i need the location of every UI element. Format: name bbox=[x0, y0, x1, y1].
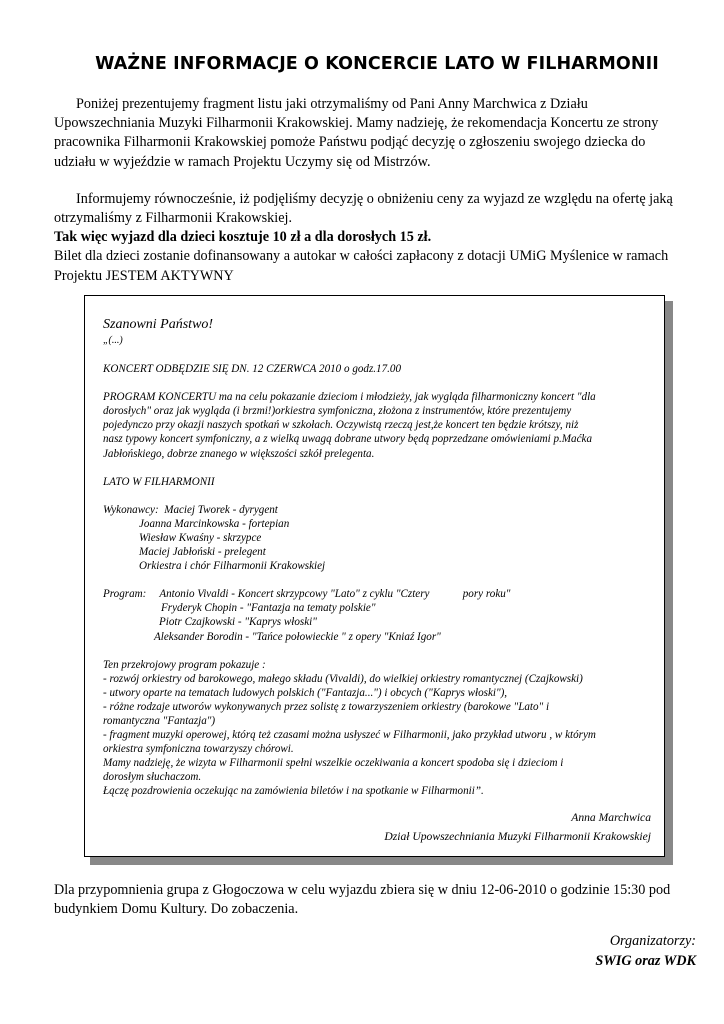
intro-paragraph-line: udziału w wyjeździe w ramach Projektu Uczymy się od Mistrzów. bbox=[54, 153, 431, 170]
program-label: Program: bbox=[103, 588, 147, 601]
reminder-line: budynkiem Domu Kultury. Do zobaczenia. bbox=[54, 901, 299, 918]
summary-line: Ten przekrojowy program pokazuje : bbox=[103, 658, 266, 671]
letter-greeting: Szanowni Państwo! bbox=[103, 317, 214, 332]
performer-item: Orkiestra i chór Filharmonii Krakowskiej bbox=[139, 560, 326, 573]
intro-paragraph-line: Upowszechniania Muzyki Filharmonii Krakowskiej. Mamy nadzieję, że rekomendacja Koncertu ze strony bbox=[54, 115, 659, 132]
letter-text bbox=[103, 316, 651, 845]
summary-line: orkiestra symfoniczna towarzyszy chórowi. bbox=[103, 743, 294, 756]
program-item: Fryderyk Chopin - "Fantazja na tematy polskie" bbox=[161, 602, 376, 615]
program-description-line: Jabłońskiego, dobrze znanego w większości szkół prelegenta. bbox=[103, 447, 375, 460]
summary-line: - rozwój orkiestry od barokowego, małego składu (Vivaldi), do wielkiej orkiestry romantycznej (Czajkowski) bbox=[103, 672, 583, 685]
program-description-line: nasz typowy koncert symfoniczny, a z wielką uwagą dobrane utwory będą poprzedzane omówieniami p.Maćka bbox=[103, 433, 592, 446]
performer-item: Wiesław Kwaśny - skrzypce bbox=[139, 531, 262, 544]
performer-item: Maciej Jabłoński - prelegent bbox=[139, 546, 266, 559]
program-description-line: pojedynczo przy okazji naszych spotkań w szkołach. Oczywistą rzeczą jest,że koncert ten będzie krótszy, niż bbox=[103, 419, 579, 432]
letter-ellipsis: „(...) bbox=[103, 335, 123, 346]
summary-line: - różne rodzaje utworów wykonywanych przez solistę z towarzyszeniem orkiestry (barokowe "Lato" i bbox=[103, 700, 550, 713]
summary-line: romantyczna "Fantazja") bbox=[103, 714, 216, 727]
program-description-line: PROGRAM KONCERTU ma na celu pokazanie dzieciom i młodzieży, jak wygląda filharmoniczny koncert "dla bbox=[103, 391, 596, 404]
reminder-line: Dla przypomnienia grupa z Głogoczowa w celu wyjazdu zbiera się w dniu 12-06-2010 o godzinie 15:30 pod bbox=[54, 882, 671, 898]
summary-line: Mamy nadzieję, że wizyta w Filharmonii spełni wszelkie oczekiwania a koncert spodoba się i dzieciom i bbox=[103, 757, 564, 770]
summary-line: - fragment muzyki operowej, którą też czasami można usłyszeć w Filharmonii, jako przykład utworu , w którym bbox=[103, 729, 596, 742]
signature-name: Anna Marchwica bbox=[571, 810, 651, 824]
signature-department: Dział Upowszechniania Muzyki Filharmonii Krakowskiej bbox=[384, 829, 651, 843]
performers-first-line bbox=[103, 503, 651, 517]
organizers-names: SWIG oraz WDK bbox=[595, 952, 696, 969]
concert-date: KONCERT ODBĘDZIE SIĘ DN. 12 CZERWCA 2010 o godz.17.00 bbox=[103, 363, 402, 376]
concert-name: LATO W FILHARMONII bbox=[103, 475, 215, 488]
price-info-line: Informujemy równocześnie, iż podjęliśmy decyzję o obniżeniu ceny za wyjazd ze względu na ofertę jaką bbox=[76, 190, 673, 207]
organizers-label: Organizatorzy: bbox=[609, 933, 696, 949]
program-first-line bbox=[103, 587, 651, 601]
funding-info-line: Projektu JESTEM AKTYWNY bbox=[54, 267, 234, 284]
organizers-block bbox=[595, 932, 696, 971]
performers-label: Wykonawcy: bbox=[103, 503, 159, 516]
program-item: Antonio Vivaldi - Koncert skrzypcowy "Lato" z cyklu "Cztery pory roku" bbox=[159, 588, 511, 601]
price-info-line: otrzymaliśmy z Filharmonii Krakowskiej. bbox=[54, 210, 292, 227]
program-description-line: dorosłych" oraz jak wygląda (i brzmi!)orkiestra symfoniczna, złożona z instrumentów, które prezentujemy bbox=[103, 405, 572, 418]
intro-section bbox=[54, 95, 694, 286]
summary-line: Łączę pozdrowienia oczekując na zamówienia biletów i na spotkanie w Filharmonii”. bbox=[103, 785, 484, 798]
page-title: WAŻNE INFORMACJE O KONCERCIE LATO W FILHARMONII bbox=[95, 54, 659, 74]
intro-paragraph-line: pracownika Filharmonii Krakowskiej pomoże Państwu podjąć decyzję o zgłoszeniu swojego dziecka do bbox=[54, 134, 646, 151]
performer-item: Joanna Marcinkowska - fortepian bbox=[139, 517, 290, 530]
funding-info-line: Bilet dla dzieci zostanie dofinansowany a autokar w całości zapłacony z dotacji UMiG Myślenice w ramach bbox=[54, 248, 669, 265]
program-item: Aleksander Borodin - "Tańce połowieckie " z opery "Kniaź Igor" bbox=[154, 630, 441, 643]
reminder-section bbox=[54, 881, 704, 919]
price-highlight: Tak więc wyjazd dla dzieci kosztuje 10 zł a dla dorosłych 15 zł. bbox=[54, 229, 432, 246]
performer-item: Maciej Tworek - dyrygent bbox=[164, 503, 278, 516]
intro-paragraph-line: Poniżej prezentujemy fragment listu jaki otrzymaliśmy od Pani Anny Marchwica z Działu bbox=[76, 96, 588, 112]
summary-line: dorosłym słuchaczom. bbox=[103, 771, 202, 784]
program-item: Piotr Czajkowski - "Kaprys włoski" bbox=[159, 616, 317, 629]
letter-box bbox=[84, 295, 665, 857]
summary-line: - utwory oparte na tematach ludowych polskich ("Fantazja...") i obcych ("Kaprys włoski"), bbox=[103, 686, 508, 699]
